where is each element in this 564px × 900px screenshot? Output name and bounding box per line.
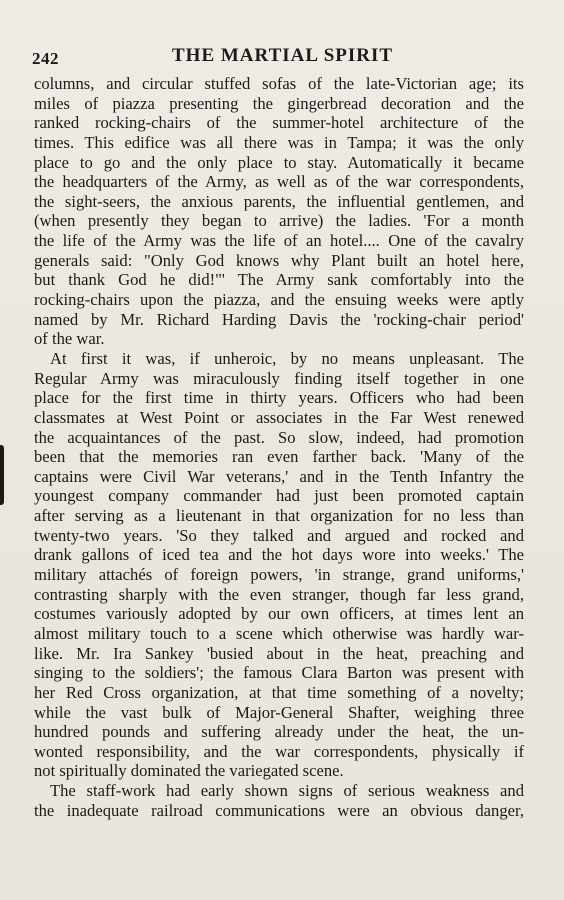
body-text <box>34 74 524 820</box>
text-line: singing to the soldiers'; the famous Clara Barton was present with <box>34 663 524 683</box>
text-line: been that the memories ran even farther back. 'Many of the <box>34 447 524 467</box>
text-line: ranked rocking-chairs of the summer-hotel architecture of the <box>34 113 524 133</box>
text-line: captains were Civil War veterans,' and in the Tenth Infantry the <box>34 466 524 486</box>
text-line: the acquaintances of the past. So slow, indeed, had promotion <box>34 427 524 447</box>
paragraph <box>34 349 524 781</box>
text-line: of the war. <box>34 329 105 349</box>
text-line: her Red Cross organization, at that time something of a novelty; <box>34 682 524 702</box>
paragraph <box>34 781 524 820</box>
binding-shadow <box>0 445 4 505</box>
text-line: (when presently they began to arrive) the ladies. 'For a month <box>34 211 524 231</box>
text-line: not spiritually dominated the variegated scene. <box>34 761 344 781</box>
text-line: the headquarters of the Army, as well as of the war correspondents, <box>34 172 524 192</box>
text-line: Regular Army was miraculously finding itself together in one <box>34 368 524 388</box>
text-line: military attachés of foreign powers, 'in strange, grand uniforms,' <box>34 565 524 585</box>
text-line: times. This edifice was all there was in Tampa; it was the only <box>34 132 524 152</box>
text-line: rocking-chairs upon the piazza, and the ensuing weeks were aptly <box>34 290 524 310</box>
text-line: generals said: "Only God knows why Plant built an hotel here, <box>34 250 524 270</box>
running-head <box>32 45 524 71</box>
text-line: like. Mr. Ira Sankey 'busied about in the heat, preaching and <box>34 643 524 663</box>
running-title: THE MARTIAL SPIRIT <box>172 45 394 66</box>
text-line: contrasting sharply with the even stranger, though far less grand, <box>34 584 524 604</box>
text-line: drank gallons of iced tea and the hot days wore into weeks.' The <box>34 545 524 565</box>
text-line: the inadequate railroad communications were an obvious danger, <box>34 800 524 820</box>
text-line: hundred pounds and suffering already under the heat, the un- <box>34 722 524 742</box>
text-line: place for the first time in thirty years. Officers who had been <box>34 388 524 408</box>
text-line: costumes variously adopted by our own officers, at times lent an <box>34 604 524 624</box>
text-line: miles of piazza presenting the gingerbread decoration and the <box>34 93 524 113</box>
text-line: the life of the Army was the life of an hotel.... One of the cavalry <box>34 231 524 251</box>
text-line: place to go and the only place to stay. Automatically it became <box>34 152 524 172</box>
text-line: almost military touch to a scene which otherwise was hardly war- <box>34 623 524 643</box>
text-line: youngest company commander had just been promoted captain <box>34 486 524 506</box>
text-line: At first it was, if unheroic, by no means unpleasant. The <box>50 348 524 368</box>
text-line: The staff-work had early shown signs of serious weakness and <box>50 781 524 801</box>
text-line: but thank God he did!"' The Army sank comfortably into the <box>34 270 524 290</box>
text-line: named by Mr. Richard Harding Davis the 'rocking-chair period' <box>34 309 524 329</box>
text-line: wonted responsibility, and the war correspondents, physically if <box>34 741 524 761</box>
paragraph <box>34 74 524 349</box>
text-line: columns, and circular stuffed sofas of the late-Victorian age; its <box>34 74 524 93</box>
text-line: classmates at West Point or associates in the Far West renewed <box>34 407 524 427</box>
text-line: while the vast bulk of Major-General Shafter, weighing three <box>34 702 524 722</box>
text-line: twenty-two years. 'So they talked and argued and rocked and <box>34 525 524 545</box>
page-number: 242 <box>32 49 59 68</box>
text-line: after serving as a lieutenant in that organization for no less than <box>34 506 524 526</box>
text-line: the sight-seers, the anxious parents, the influential gentlemen, and <box>34 191 524 211</box>
